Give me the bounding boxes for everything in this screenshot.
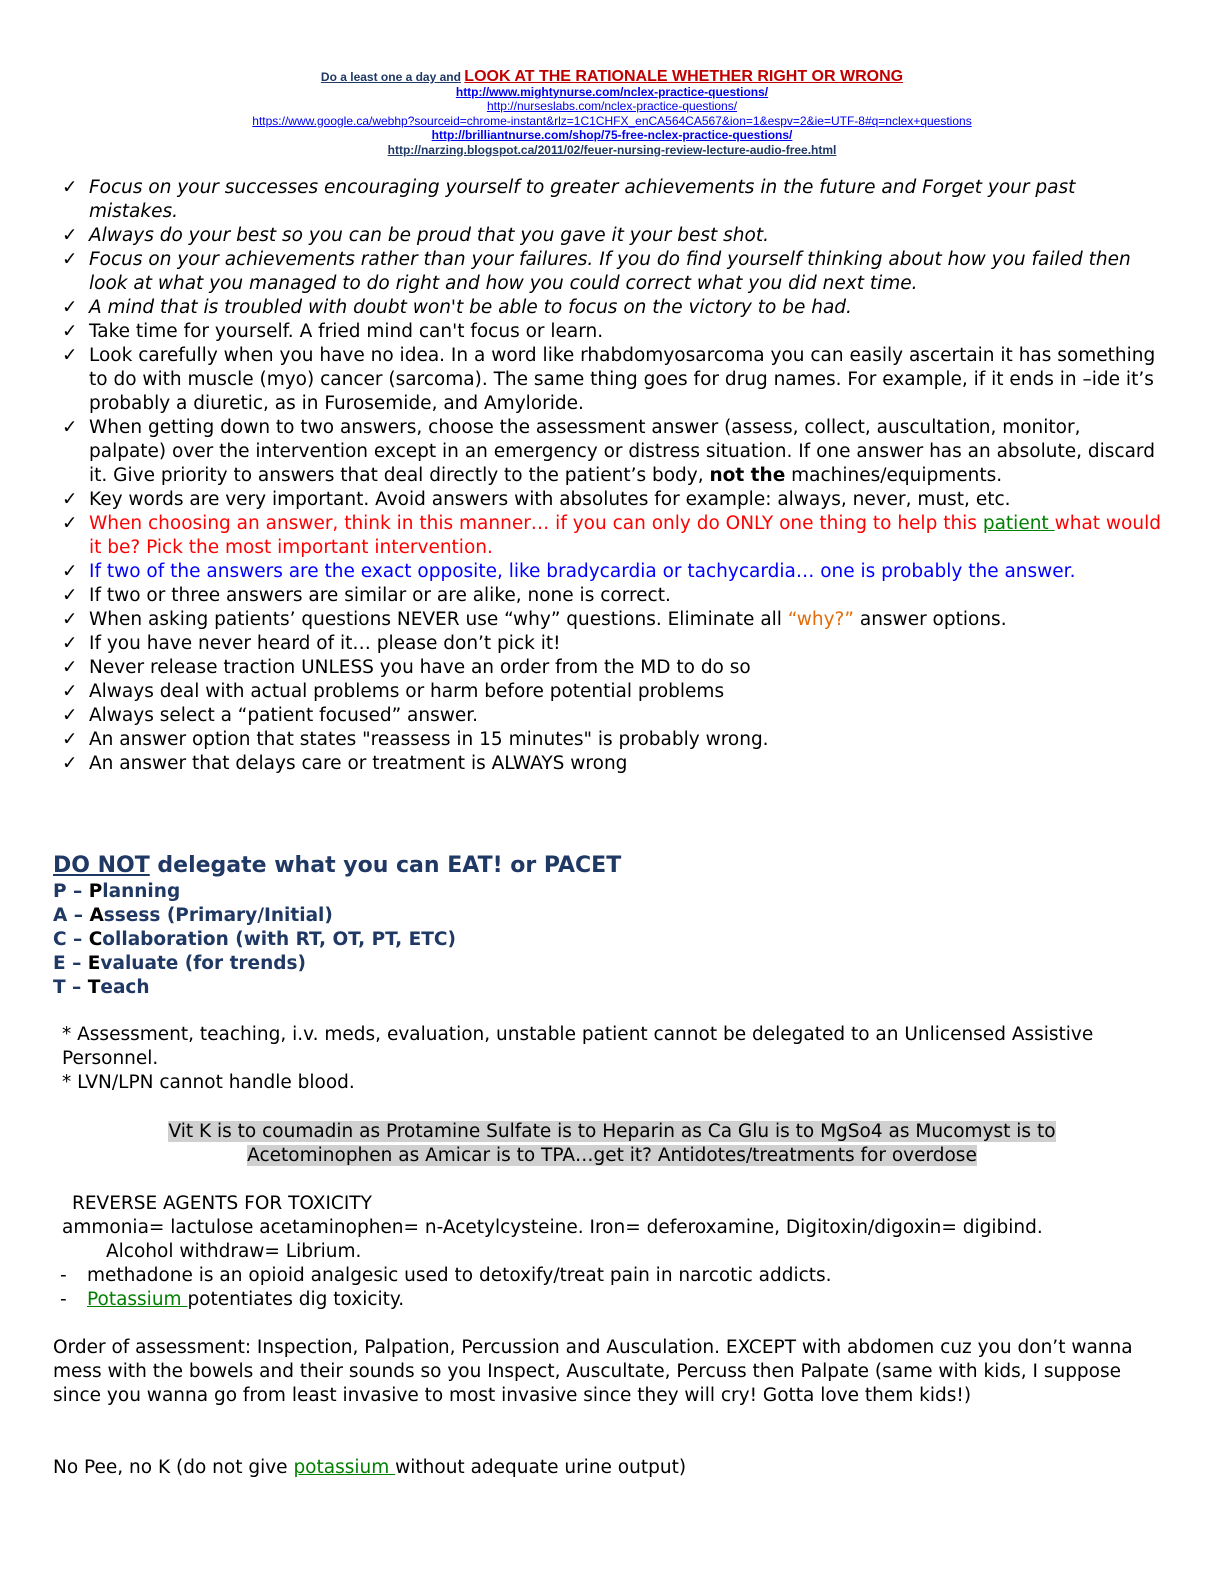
check-icon: ✓: [62, 321, 78, 342]
list-item: [62, 632, 1162, 656]
tip-text: Always select a “patient focused” answer.: [89, 705, 479, 726]
check-icon: ✓: [62, 417, 78, 438]
letter: E –: [53, 953, 88, 974]
check-icon: ✓: [62, 177, 78, 198]
check-icon: ✓: [62, 681, 78, 702]
tip-text: If you have never heard of it… please don’t pick it!: [89, 633, 561, 654]
reverse-title: REVERSE AGENTS FOR TOXICITY: [72, 1193, 372, 1214]
delegation-notes: [62, 1023, 1152, 1095]
note: * LVN/LPN cannot handle blood.: [62, 1072, 355, 1093]
list-item: [62, 344, 1162, 416]
antidote-highlight: [0, 1120, 1224, 1168]
why-text: “why?”: [787, 609, 854, 630]
list-item: [62, 680, 1162, 704]
check-icon: ✓: [62, 657, 78, 678]
list-item: [62, 488, 1162, 512]
letter: C –: [53, 929, 89, 950]
dash-bullet: -: [60, 1265, 67, 1286]
tip-text: what would it be? Pick the most important intervention.: [89, 513, 1161, 558]
list-item: [62, 176, 1162, 224]
antidote-line: Vit K is to coumadin as Protamine Sulfate is to Heparin as Ca Glu is to MgSo4 as Mucomyst is to: [168, 1121, 1056, 1142]
link-google[interactable]: https://www.google.ca/webhp?sourceid=chrome-instant&rlz=1C1CHFX_enCA564CA567&ion=1&espv=2&ie=UTF-8#q=nclex+questions: [252, 113, 972, 128]
tip-text: Take time for yourself. A fried mind can't focus or learn.: [89, 321, 604, 342]
tip-text: An answer option that states "reassess in 15 minutes" is probably wrong.: [89, 729, 769, 750]
note-text: without adequate urine output): [395, 1457, 687, 1478]
tip-text: An answer that delays care or treatment is ALWAYS wrong: [89, 753, 628, 774]
list-item: [62, 608, 1162, 632]
check-icon: ✓: [62, 609, 78, 630]
tip-text: answer options.: [859, 609, 1007, 630]
pacet-item: [53, 928, 621, 952]
dash-bullet: -: [60, 1289, 67, 1310]
list-item: [62, 584, 1162, 608]
tip-text: Always do your best so you can be proud that you gave it your best shot.: [89, 225, 769, 246]
initial: A: [89, 905, 104, 926]
antidote-line: Acetominophen as Amicar is to TPA…get it? Antidotes/treatments for overdose: [247, 1145, 977, 1166]
list-item: [62, 248, 1162, 296]
pacet-section: [53, 852, 621, 1000]
list-item: [62, 416, 1162, 488]
tips-list: [62, 176, 1162, 776]
note-text: No Pee, no K (do not give: [53, 1457, 294, 1478]
tip-text: Always deal with actual problems or harm before potential problems: [89, 681, 725, 702]
initial: E: [87, 953, 101, 974]
bold-text: not the: [709, 465, 786, 486]
check-icon: ✓: [62, 705, 78, 726]
tip-text: Never release traction UNLESS you have an order from the MD to do so: [89, 657, 751, 678]
tip-text: Focus on your achievements rather than your failures. If you do find yourself thinking about how you failed then look at what you managed to do right and how you could correct what you did next time.: [89, 249, 1131, 294]
pacet-item: [53, 904, 621, 928]
heading-underlined: DO NOT: [53, 853, 150, 878]
word: ollaboration (with RT, OT, PT, ETC): [102, 929, 456, 950]
tip-text: If two or three answers are similar or are alike, none is correct.: [89, 585, 671, 606]
link-nurseslabs[interactable]: http://nurseslabs.com/nclex-practice-questions/: [486, 99, 738, 113]
bullet-text: potentiates dig toxicity.: [187, 1289, 405, 1310]
link-brilliantnurse[interactable]: http://brilliantnurse.com/shop/75-free-nclex-practice-questions/: [431, 128, 793, 142]
check-icon: ✓: [62, 489, 78, 510]
check-icon: ✓: [62, 633, 78, 654]
check-icon: ✓: [62, 225, 78, 246]
pacet-heading: [53, 852, 621, 880]
reverse-line: ammonia= lactulose acetaminophen= n-Acetylcysteine. Iron= deferoxamine, Digitoxin/digoxin= digibind.: [62, 1217, 1043, 1238]
list-item: [62, 224, 1162, 248]
tip-text: Look carefully when you have no idea. In a word like rhabdomyosarcoma you can easily ascertain it has something to do with muscle (myo) cancer (sarcoma). The same thing goes for drug names. For example, if it ends in –ide it’s probably a diuretic, as in Furosemide, and Amyloride.: [89, 345, 1156, 414]
letter: T –: [53, 977, 88, 998]
initial: P: [88, 881, 103, 902]
pacet-item: [53, 880, 621, 904]
link-mightynurse[interactable]: http://www.mightynurse.com/nclex-practice-questions/: [455, 84, 769, 99]
reverse-line: Alcohol withdraw= Librium.: [106, 1241, 362, 1262]
bullet-text: methadone is an opioid analgesic used to detoxify/treat pain in narcotic addicts.: [87, 1265, 832, 1286]
initial: T: [87, 977, 101, 998]
header-links: [0, 70, 1224, 157]
check-icon: ✓: [62, 561, 78, 582]
pacet-item: [53, 952, 621, 976]
pacet-item: [53, 976, 621, 1000]
tip-text: When choosing an answer, think in this manner… if you can only do ONLY one thing to help this: [89, 513, 977, 534]
list-item: [62, 656, 1162, 680]
list-item: [62, 704, 1162, 728]
potassium-link[interactable]: potassium: [293, 1457, 396, 1478]
check-icon: ✓: [62, 297, 78, 318]
letter: A –: [53, 905, 90, 926]
no-pee-note: [53, 1456, 1143, 1480]
letter: P –: [53, 881, 89, 902]
list-item: [62, 752, 1162, 776]
reverse-agents: [62, 1192, 1152, 1312]
check-icon: ✓: [62, 513, 78, 534]
list-item: [62, 296, 1162, 320]
word: lanning: [102, 881, 181, 902]
link-narzing[interactable]: http://narzing.blogspot.ca/2011/02/feuer-nursing-review-lecture-audio-free.html: [387, 142, 837, 157]
word: each: [100, 977, 150, 998]
initial: C: [88, 929, 103, 950]
potassium-link[interactable]: Potassium: [87, 1289, 188, 1310]
word: ssess (Primary/Initial): [103, 905, 333, 926]
assessment-order: Order of assessment: Inspection, Palpation, Percussion and Ausculation. EXCEPT with abdomen cuz you don’t wanna mess with the bowels and their sounds so you Inspect, Auscultate, Percuss then Palpate (same with kids, I suppose since you wanna go from least invasive to most invasive since they will cry! Gotta love them kids!): [53, 1337, 1133, 1406]
list-item: [62, 320, 1162, 344]
check-icon: ✓: [62, 345, 78, 366]
list-item: [62, 560, 1162, 584]
tip-text: When asking patients’ questions NEVER use “why” questions. Eliminate all: [89, 609, 782, 630]
patient-link[interactable]: patient: [982, 513, 1055, 534]
tip-text: If two of the answers are the exact opposite, like bradycardia or tachycardia… one is probably the answer.: [89, 561, 1076, 582]
note: * Assessment, teaching, i.v. meds, evaluation, unstable patient cannot be delegated to an Unlicensed Assistive Personnel.: [62, 1024, 1094, 1069]
tip-text: machines/equipments.: [791, 465, 1003, 486]
check-icon: ✓: [62, 249, 78, 270]
check-icon: ✓: [62, 585, 78, 606]
intro-text: Do a least one a day and: [320, 70, 461, 84]
tip-text: A mind that is troubled with doubt won't be able to focus on the victory to be had.: [89, 297, 852, 318]
tip-text: When getting down to two answers, choose the assessment answer (assess, collect, auscultation, monitor, palpate) over the intervention except in an emergency or distress situation. If one answer has an absolute, discard it. Give priority to answers that deal directly to the patient’s body,: [89, 417, 1155, 486]
list-item: [62, 728, 1162, 752]
word: valuate (for trends): [100, 953, 306, 974]
list-item: [62, 512, 1162, 560]
rationale-heading: LOOK AT THE RATIONALE WHETHER RIGHT OR WRONG: [464, 68, 904, 85]
check-icon: ✓: [62, 753, 78, 774]
check-icon: ✓: [62, 729, 78, 750]
tip-text: Key words are very important. Avoid answers with absolutes for example: always, never, must, etc.: [89, 489, 1011, 510]
tip-text: Focus on your successes encouraging yourself to greater achievements in the future and Forget your past mistakes.: [89, 177, 1076, 222]
heading-text: delegate what you can EAT! or PACET: [149, 853, 622, 878]
